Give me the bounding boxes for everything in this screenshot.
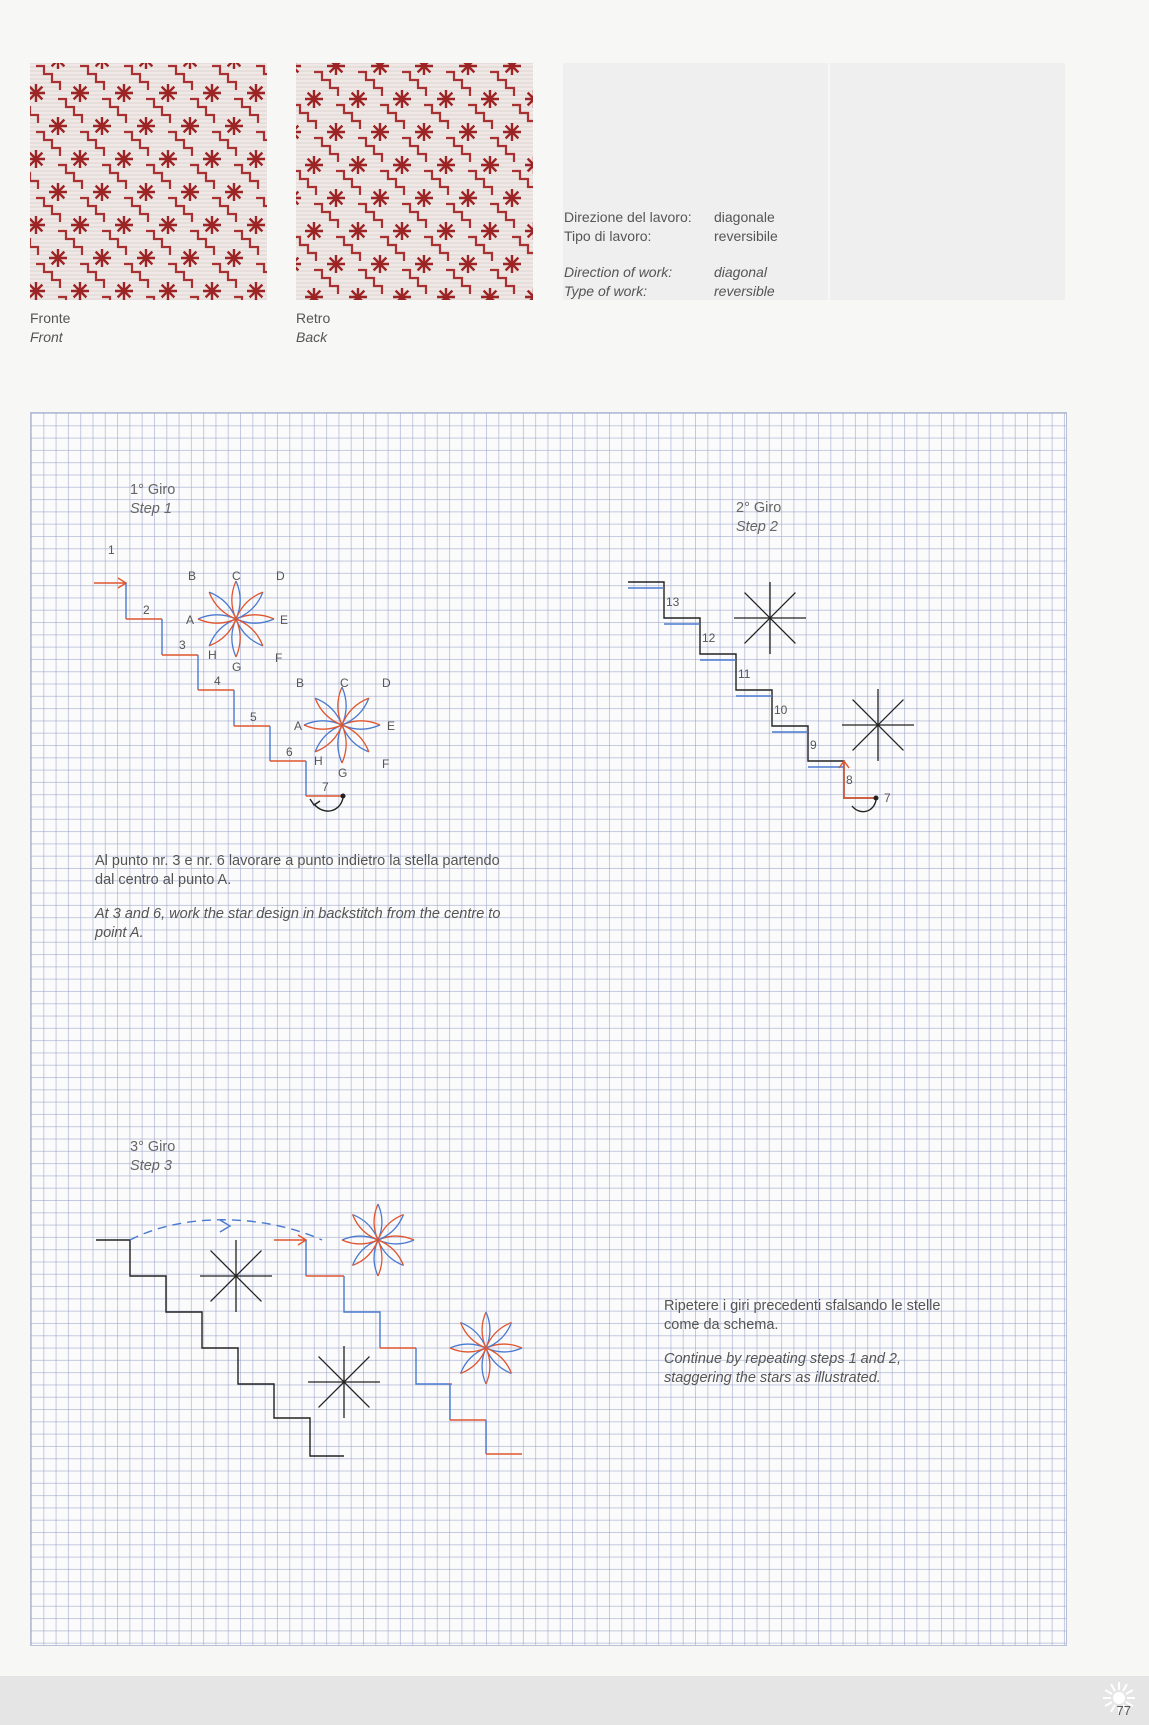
front-label-it: Fronte [30,310,71,326]
step2-title-it: 2° Giro [736,500,782,516]
svg-text:7: 7 [322,780,329,794]
svg-text:D: D [382,676,391,690]
svg-text:A: A [186,613,195,627]
step2-star-1 [734,582,806,654]
blank-panel-2 [830,63,1065,300]
svg-text:7: 7 [884,791,891,805]
svg-text:C: C [232,569,241,583]
svg-text:6: 6 [286,745,293,759]
star-petal [342,725,346,763]
star-petal [236,619,240,657]
step1-star-2 [304,687,380,763]
svg-text:10: 10 [774,703,788,717]
svg-text:G: G [338,766,348,780]
front-label-en: Front [30,329,63,345]
type-key-en: Type of work: [564,283,647,299]
svg-text:8: 8 [846,773,853,787]
direction-val-it: diagonale [714,209,775,225]
type-key-it: Tipo di lavoro: [564,228,652,244]
svg-text:1: 1 [108,543,115,557]
svg-text:F: F [275,651,283,665]
step3-title-it: 3° Giro [130,1139,176,1155]
direction-key-en: Direction of work: [564,264,673,280]
page-number: 77 [1116,1703,1131,1718]
step1-note-it: Al punto nr. 3 e nr. 6 lavorare a punto indietro la stella partendo dal centro al punto A. [95,853,500,888]
svg-text:C: C [340,676,349,690]
svg-text:13: 13 [666,595,680,609]
svg-text:3: 3 [179,638,186,652]
svg-text:9: 9 [810,738,817,752]
direction-key-it: Direzione del lavoro: [564,209,692,225]
type-val-it: reversibile [714,228,778,244]
step1-title-en: Step 1 [130,501,172,517]
svg-text:4: 4 [214,674,221,688]
star-petal [232,581,236,619]
star-petal [450,1348,486,1352]
step3-title-en: Step 3 [130,1158,172,1174]
front-caption [30,309,70,347]
svg-text:H: H [208,648,217,662]
star-petal [486,1348,490,1384]
back-caption [296,309,330,347]
svg-text:5: 5 [250,710,257,724]
step2-path [628,582,876,798]
step1-turn-arrow [314,798,343,811]
step1-star-1 [198,581,274,657]
star-petal [378,1240,382,1276]
svg-text:A: A [294,719,303,733]
step1-note [95,852,515,958]
step1-title-it: 1° Giro [130,482,176,498]
step3-black-star-1 [200,1240,272,1312]
star-petal [374,1204,378,1240]
step3-note [664,1297,964,1403]
step2-star-2 [842,689,914,761]
step1-title [130,481,175,519]
step3-jump-arrow [130,1220,322,1240]
step3-black-path [96,1240,344,1456]
step3-title [130,1138,175,1176]
direction-val-en: diagonal [714,264,767,280]
star-petal [482,1312,486,1348]
svg-text:D: D [276,569,285,583]
step3-black-star-2 [308,1346,380,1418]
svg-text:2: 2 [143,603,150,617]
step3-diagram [94,1210,534,1460]
step1-note-en: At 3 and 6, work the star design in backstitch from the centre to point A. [95,906,501,941]
step2-title-en: Step 2 [736,519,778,535]
svg-text:E: E [387,719,396,733]
footer-band [0,1676,1149,1725]
step2-diagram [626,570,936,810]
star-petal [198,619,236,623]
svg-text:E: E [280,613,289,627]
star-petal [304,725,342,729]
back-label-en: Back [296,329,328,345]
step2-title [736,499,781,537]
step1-diagram [90,543,410,820]
svg-text:B: B [296,676,305,690]
back-sample-photo [296,63,533,300]
svg-text:12: 12 [702,631,716,645]
step3-note-en: Continue by repeating steps 1 and 2, staggering the stars as illustrated. [664,1351,901,1386]
step3-color-star-1 [342,1204,414,1276]
back-label-it: Retro [296,310,331,326]
svg-text:H: H [314,754,323,768]
svg-text:11: 11 [738,667,751,681]
svg-text:F: F [382,757,390,771]
svg-text:B: B [188,569,197,583]
step3-color-star-2 [450,1312,522,1384]
star-petal [342,1240,378,1244]
svg-text:G: G [232,660,242,674]
work-specs [564,208,778,318]
front-sample-photo [30,63,267,300]
star-petal [338,687,342,725]
type-val-en: reversible [714,283,775,299]
step3-note-it: Ripetere i giri precedenti sfalsando le stelle come da schema. [664,1298,941,1333]
